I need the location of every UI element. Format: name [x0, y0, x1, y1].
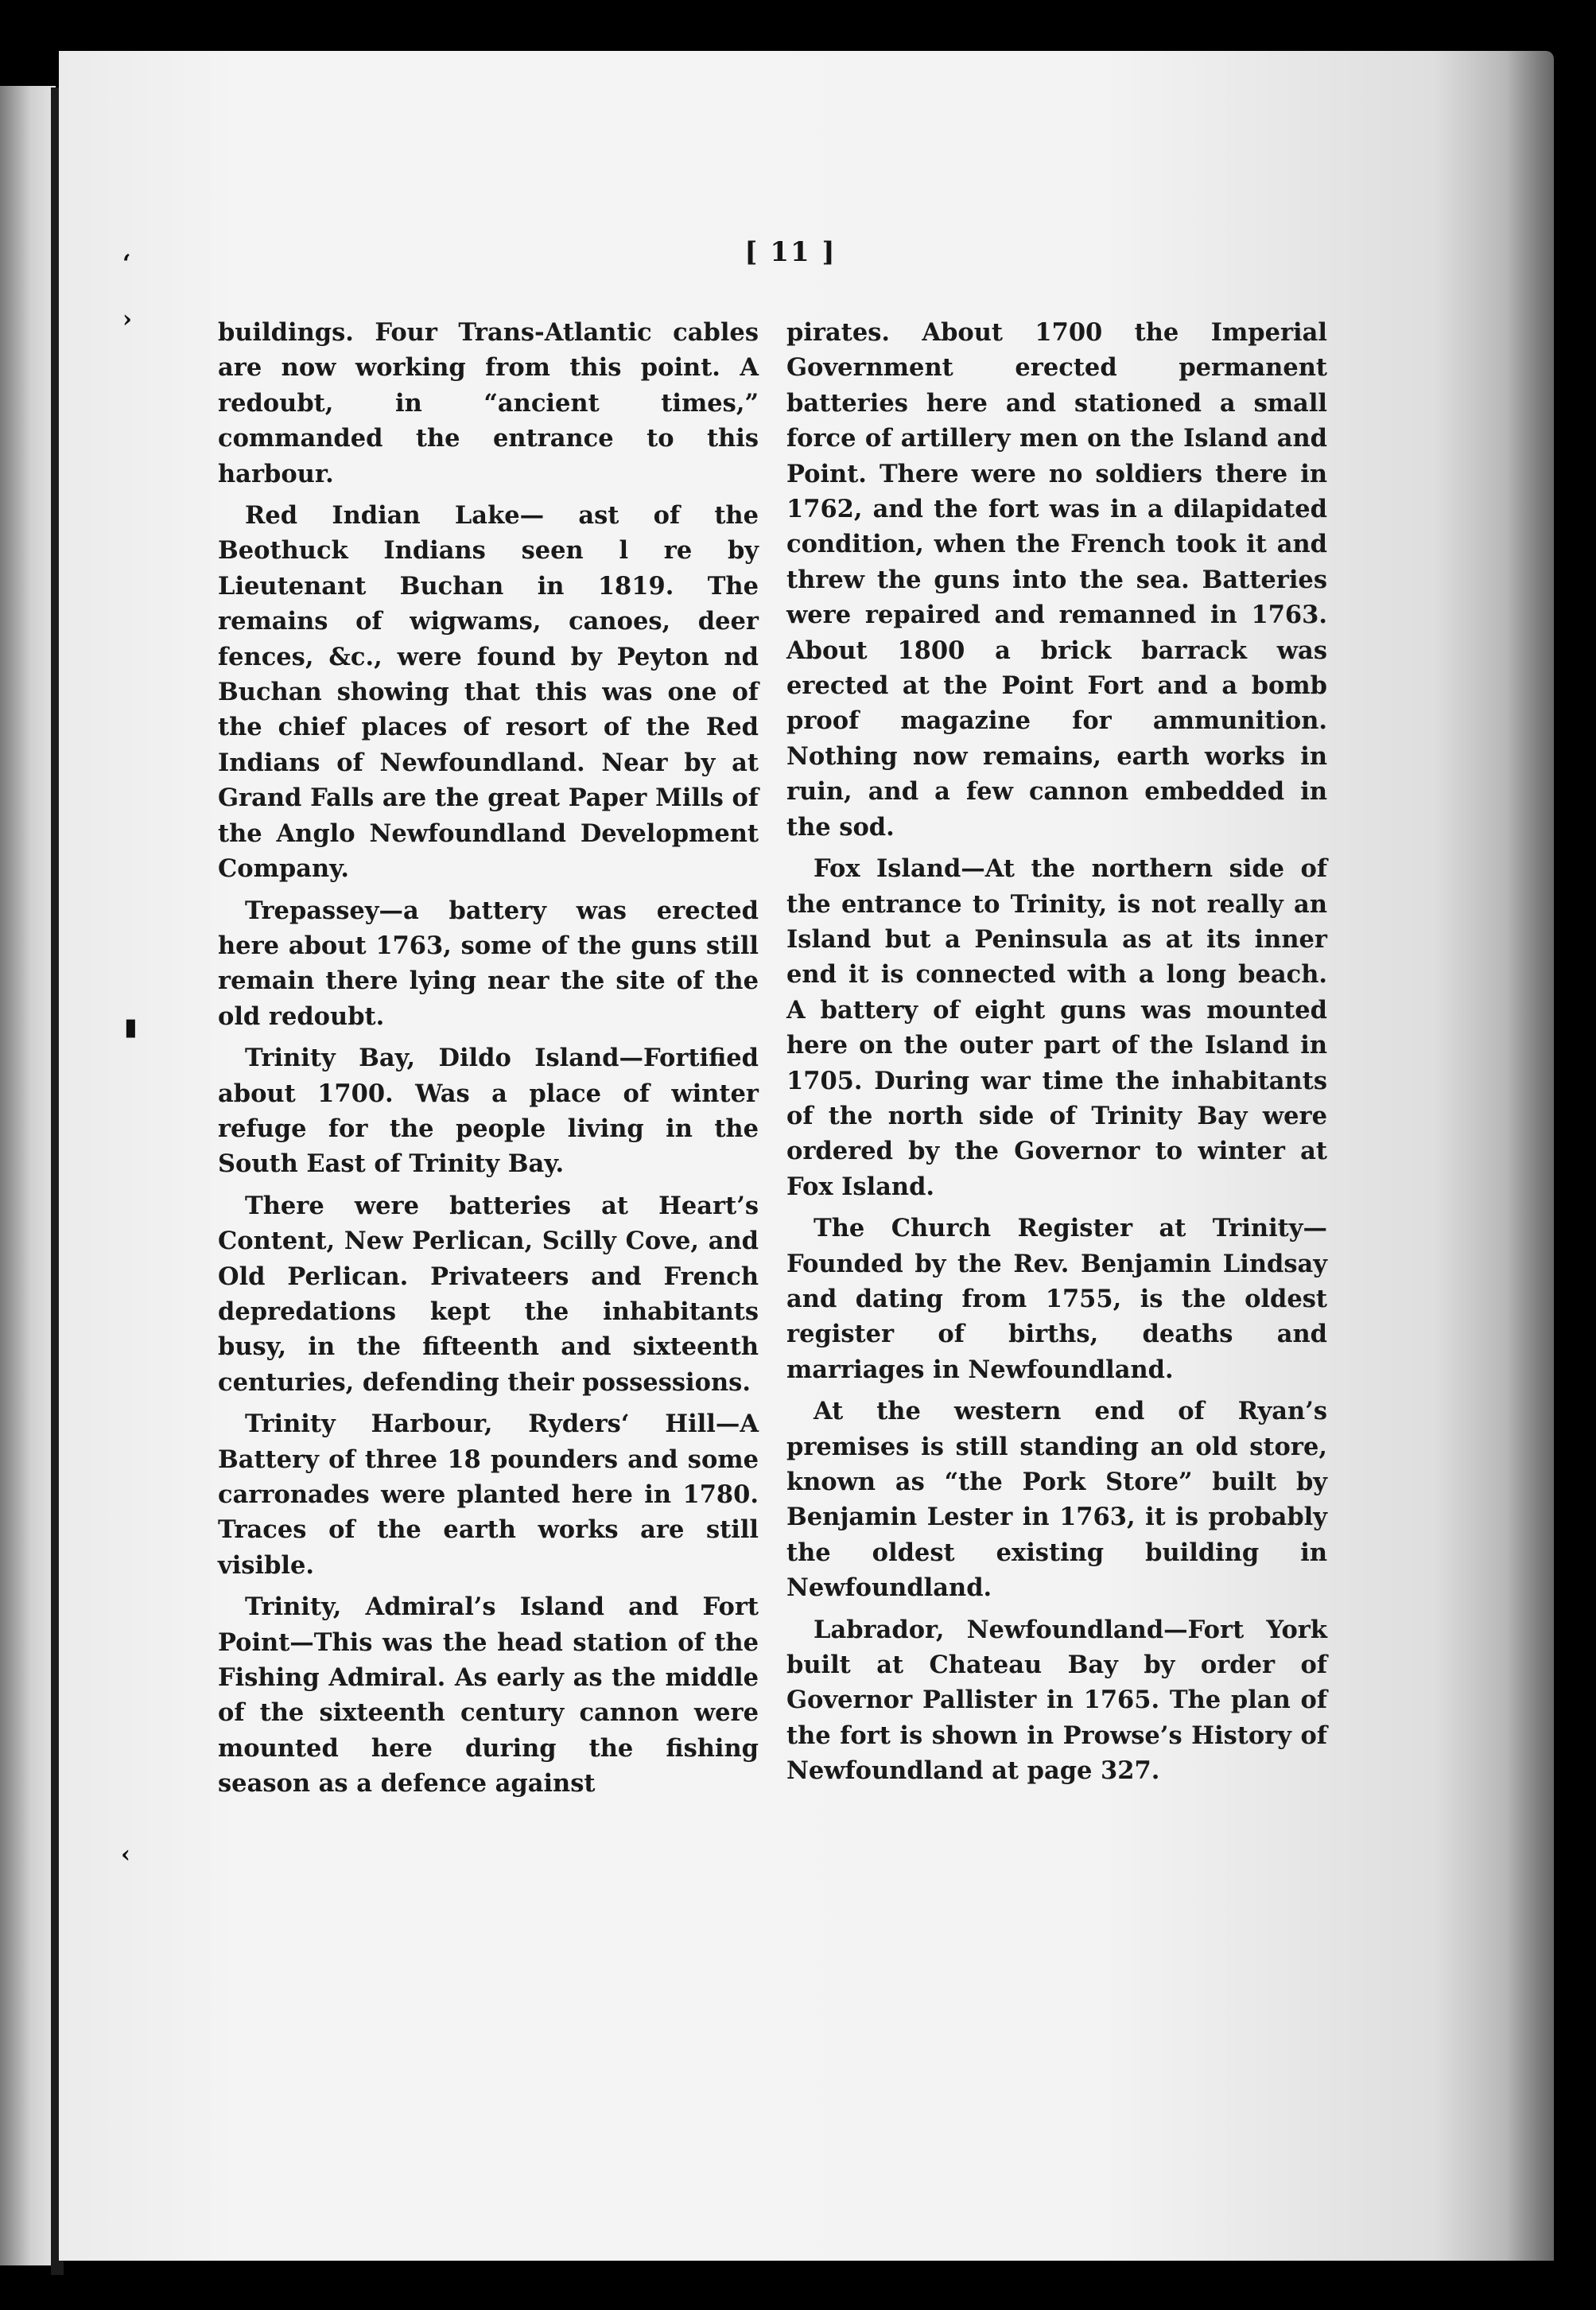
paragraph: Trinity Harbour, Ryders‘ Hill—A Battery of three 18 pounders and some carronades were planted here in 1780. Traces of the earth works are still visible. — [218, 1410, 759, 1580]
margin-mark: ▮ — [124, 1013, 138, 1041]
paragraph: Fox Island—At the northern side of the entrance to Trinity, is not really an Island but a Peninsula as at its inner end it is connected with a long beach. A battery of eight guns was mounted here on the outer part of the Island in 1705. During war time the inhabitants of the north side of Trinity Bay were ordered by the Governor to winter at Fox Island. — [786, 854, 1327, 1201]
left-text-column — [218, 315, 759, 1808]
paragraph: pirates. About 1700 the Imperial Government erected permanent batteries here and stationed a small force of artillery men on the Island and Point. There were no soldiers there in 1762, and the fort was in a dilapidated condition, when the French took it and threw the guns into the sea. Batteries were repaired and remanned in 1763. About 1800 a brick barrack was erected at the Point Fort and a bomb proof magazine for ammunition. Nothing now remains, earth works in ruin, and a few cannon embedded in the sod. — [786, 318, 1327, 842]
paragraph: The Church Register at Trinity—Founded by the Rev. Benjamin Lindsay and dating from 1755, is the oldest register of births, deaths and marriages in Newfoundland. — [786, 1214, 1327, 1384]
facing-page-edge — [0, 86, 56, 2265]
paragraph: Trinity, Admiral’s Island and Fort Point—This was the head station of the Fishing Admiral. As early as the middle of the sixteenth century cannon were mounted here during the fishing season as a defence against — [218, 1592, 759, 1799]
margin-mark: ‘ — [122, 250, 131, 278]
paragraph: Labrador, Newfoundland—Fort York built at Chateau Bay by order of Governor Pallister in 1765. The plan of the fort is shown in Prowse’s History of Newfoundland at page 327. — [786, 1615, 1327, 1786]
paragraph: Trepassey—a battery was erected here about 1763, some of the guns still remain there lying near the site of the old redoubt. — [218, 896, 759, 1031]
book-page — [59, 51, 1554, 2261]
paragraph: At the western end of Ryan’s premises is still standing an old store, known as “the Pork Store” built by Benjamin Lester in 1763, it is probably the oldest existing building in Newfoundland. — [786, 1397, 1327, 1603]
page-shadow — [1506, 51, 1554, 2261]
paragraph: Red Indian Lake— ast of the Beothuck Indians seen l re by Lieutenant Buchan in 1819. The remains of wigwams, canoes, deer fences, &c., were found by Peyton nd Buchan showing that this was one of the chief places of resort of the Red Indians of Newfoundland. Near by at Grand Falls are the great Paper Mills of the Anglo Newfoundland Development Company. — [218, 501, 759, 884]
paragraph: buildings. Four Trans-Atlantic cables are now working from this point. A redoubt, in “ancient times,” commanded the entrance to this harbour. — [218, 318, 759, 488]
page-number: [ 11 ] — [744, 236, 837, 268]
margin-mark: ‹ — [121, 1841, 130, 1869]
paragraph: Trinity Bay, Dildo Island—Fortified about 1700. Was a place of winter refuge for the people living in the South East of Trinity Bay. — [218, 1044, 759, 1179]
paragraph: There were batteries at Heart’s Content, New Perlican, Scilly Cove, and Old Perlican. Privateers and French depredations kept the inhabitants busy, in the fifteenth and sixteenth centuries, defending their possessions. — [218, 1191, 759, 1397]
margin-mark: › — [122, 305, 132, 333]
right-text-column — [786, 315, 1327, 1795]
